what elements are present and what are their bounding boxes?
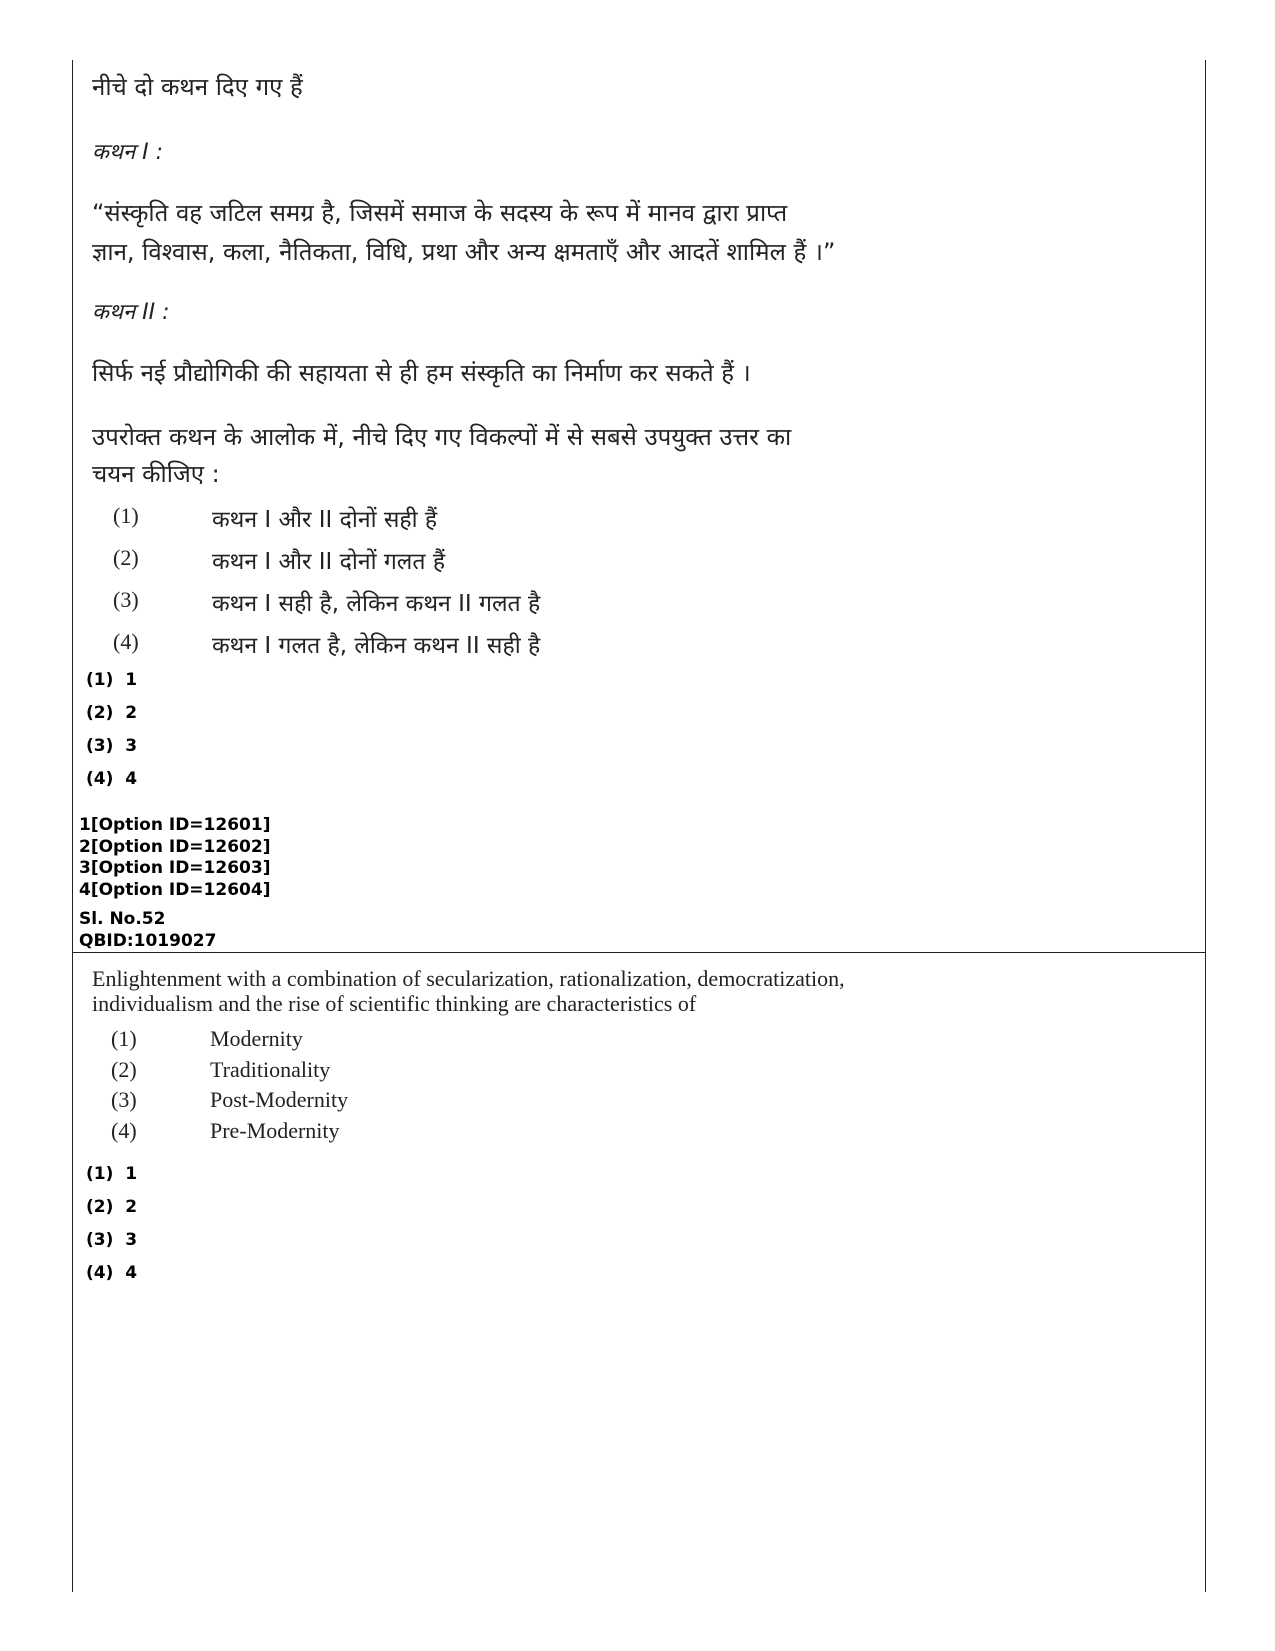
q51-option-id-3: 3[Option ID=12603] xyxy=(79,858,271,878)
q51-option-id-2: 2[Option ID=12602] xyxy=(79,836,271,857)
q52-question-line2: individualism and the rise of scientific thinking are characteristics of xyxy=(92,991,697,1016)
q51-statement2-label: कथन II : xyxy=(92,300,170,325)
q51-option-ids xyxy=(79,815,270,901)
question-divider xyxy=(72,952,1206,953)
q51-answer-2[interactable]: (2) 2 xyxy=(86,703,138,723)
q52-answer-4[interactable]: (4) 4 xyxy=(86,1263,138,1283)
q52-qbid: QBID:1019027 xyxy=(79,930,217,951)
q52-answer-2[interactable]: (2) 2 xyxy=(86,1197,138,1217)
q52-sl-no: Sl. No.52 xyxy=(79,909,166,929)
q51-option-2-number: (2) xyxy=(113,545,139,570)
q52-option-1-text: Modernity xyxy=(210,1026,303,1051)
q51-option-1-text: कथन I और II दोनों सही हैं xyxy=(212,507,438,533)
q51-answer-4[interactable]: (4) 4 xyxy=(86,769,138,789)
q51-option-id-4: 4[Option ID=12604] xyxy=(79,879,271,900)
q51-statement2-text: सिर्फ नई प्रौद्योगिकी की सहायता से ही हम संस्कृति का निर्माण कर सकते हैं । xyxy=(92,359,751,387)
q51-answer-1[interactable]: (1) 1 xyxy=(86,670,138,690)
q51-option-3-text: कथन I सही है, लेकिन कथन II गलत है xyxy=(212,591,541,617)
q52-answer-3[interactable]: (3) 3 xyxy=(86,1230,138,1250)
q52-option-4-text: Pre-Modernity xyxy=(210,1118,340,1143)
q51-statement1-line1: “संस्कृति वह जटिल समग्र है, जिसमें समाज के सदस्य के रूप में मानव द्वारा प्राप्त xyxy=(92,199,788,227)
q52-option-2-number: (2) xyxy=(111,1057,137,1082)
q51-option-2-text: कथन I और II दोनों गलत हैं xyxy=(212,549,446,575)
q51-option-4-text: कथन I गलत है, लेकिन कथन II सही है xyxy=(212,633,541,659)
q52-option-2-text: Traditionality xyxy=(210,1057,331,1082)
q52-header xyxy=(79,909,216,952)
q51-instruction-line2: चयन कीजिए : xyxy=(92,460,220,488)
q51-option-id-1: 1[Option ID=12601] xyxy=(79,815,271,835)
q51-option-1-number: (1) xyxy=(113,503,139,528)
q51-intro: नीचे दो कथन दिए गए हैं xyxy=(92,73,303,101)
q52-option-3-number: (3) xyxy=(111,1087,137,1112)
q51-option-3-number: (3) xyxy=(113,587,139,612)
q52-answer-1[interactable]: (1) 1 xyxy=(86,1164,138,1184)
q51-statement1-label: कथन I : xyxy=(92,140,164,165)
q52-option-3-text: Post-Modernity xyxy=(210,1087,349,1112)
q51-answer-3[interactable]: (3) 3 xyxy=(86,736,138,756)
q51-statement1-line2: ज्ञान, विश्वास, कला, नैतिकता, विधि, प्रथा और अन्य क्षमताएँ और आदतें शामिल हैं ।” xyxy=(92,238,836,266)
q52-option-1-number: (1) xyxy=(111,1026,137,1051)
q51-instruction-line1: उपरोक्त कथन के आलोक में, नीचे दिए गए विकल्पों में से सबसे उपयुक्त उत्तर का xyxy=(92,423,792,451)
q52-option-4-number: (4) xyxy=(111,1118,137,1143)
q52-question-line1: Enlightenment with a combination of secularization, rationalization, democratization, xyxy=(92,966,845,991)
q51-option-4-number: (4) xyxy=(113,629,139,654)
